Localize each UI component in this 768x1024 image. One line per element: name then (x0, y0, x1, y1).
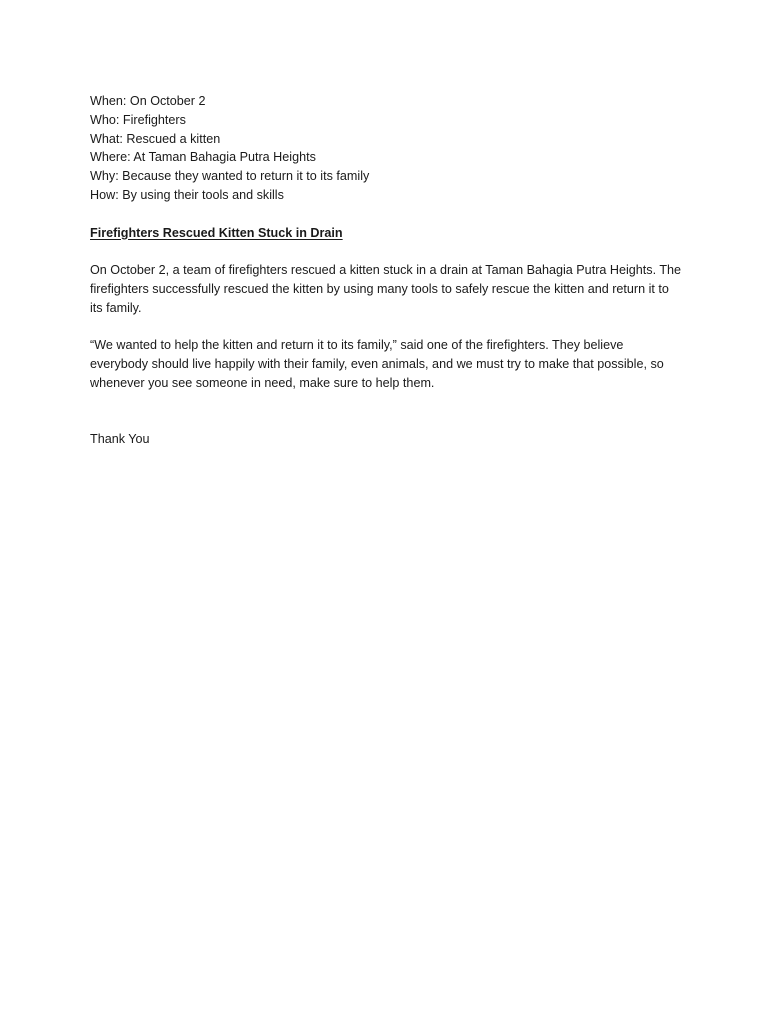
fact-where: Where: At Taman Bahagia Putra Heights (90, 150, 316, 165)
article-paragraph-1: On October 2, a team of firefighters rescued a kitten stuck in a drain at Taman Bahagia Putra Heights. The firefighters successfully rescued the kitten by using many tools to safely rescue the kitten and return it to its family. (90, 263, 682, 315)
fact-who: Who: Firefighters (90, 112, 186, 127)
fact-why: Why: Because they wanted to return it to its family (90, 169, 370, 184)
fact-when: When: On October 2 (90, 94, 206, 108)
article-paragraph-2: “We wanted to help the kitten and return it to its family,” said one of the firefighters. They believe everybody should live happily with their family, even animals, and we must try to make that possible, so whenever you see someone in need, make sure to help them. (90, 338, 664, 390)
fact-how: How: By using their tools and skills (90, 187, 284, 202)
document-body (90, 92, 690, 449)
closing-text: Thank You (90, 432, 150, 447)
fact-what: What: Rescued a kitten (90, 131, 221, 146)
five-w-one-h-list (90, 92, 690, 205)
article-headline: Firefighters Rescued Kitten Stuck in Drain (90, 225, 343, 240)
